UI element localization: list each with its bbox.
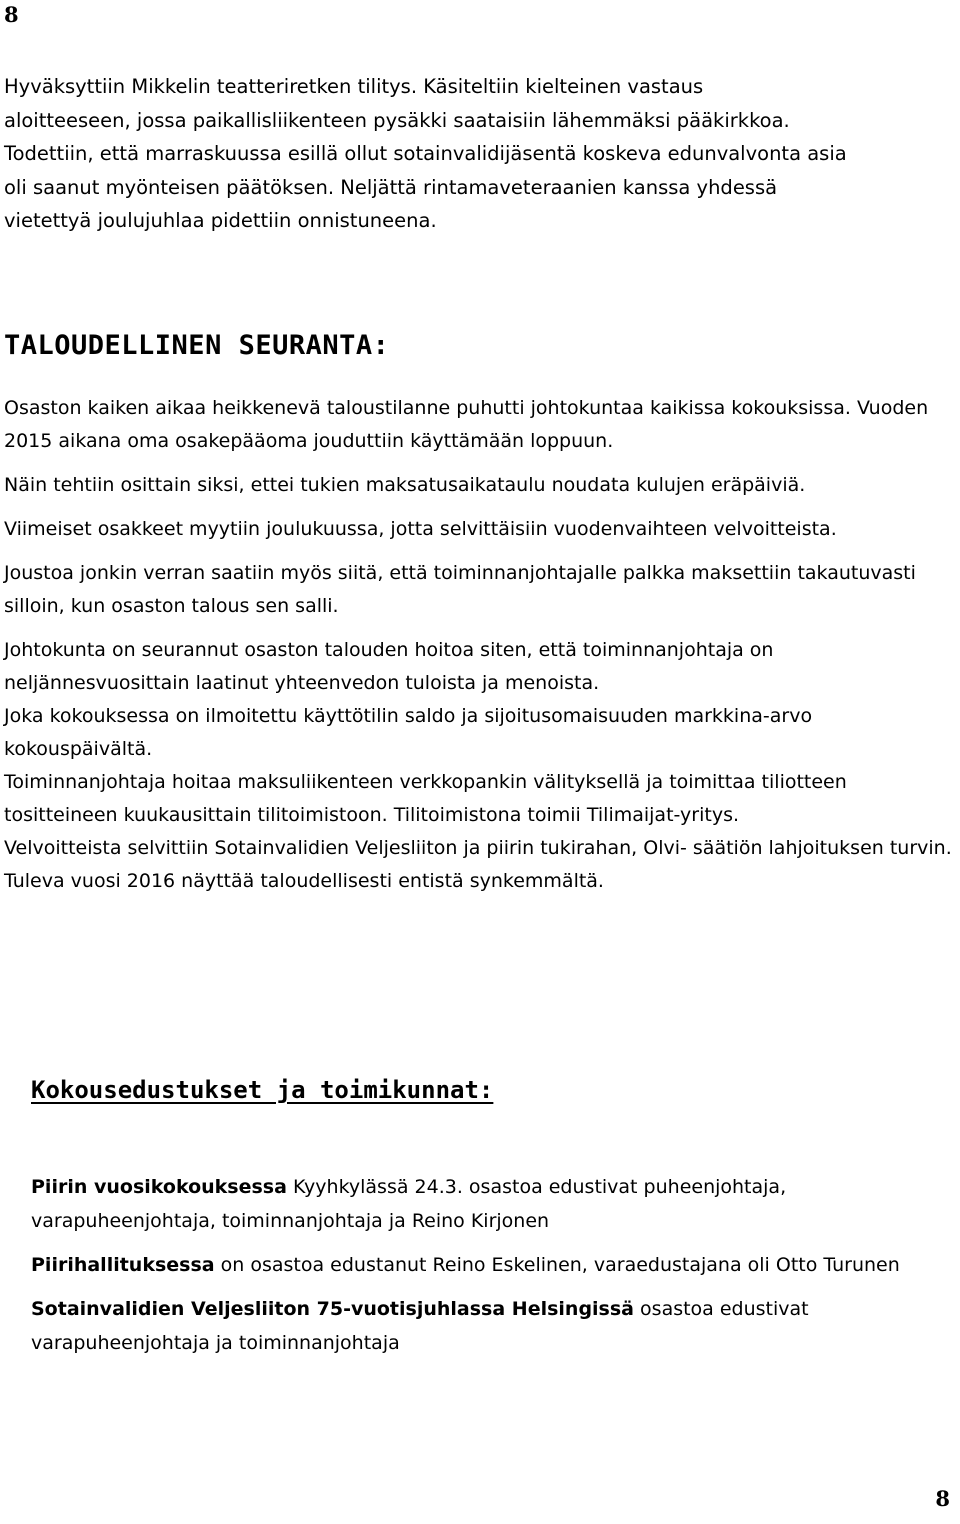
representations-list xyxy=(31,1170,931,1370)
intro-paragraph xyxy=(4,70,954,238)
paragraph: Toiminnanjohtaja hoitaa maksuliikenteen verkkopankin välityksellä ja toimittaa tiliotteen tositteineen kuukausittain tilitoimistoon. Tilitoimistona toimii Tilimaijat-yritys. xyxy=(4,771,847,826)
section-heading-representations: Kokousedustukset ja toimikunnat: xyxy=(31,1076,494,1104)
paragraph: Velvoitteista selvittiin Sotainvalidien Veljesliiton ja piirin tukirahan, Olvi- säätiön lahjoituksen turvin. xyxy=(4,837,952,859)
paragraph: Tuleva vuosi 2016 näyttää taloudellisesti entistä synkemmältä. xyxy=(4,870,604,892)
section-heading-financial: TALOUDELLINEN SEURANTA: xyxy=(4,330,390,361)
item-bold-label: Sotainvalidien Veljesliiton 75-vuotisjuhlassa Helsingissä xyxy=(31,1298,634,1320)
item-bold-label: Piirihallituksessa xyxy=(31,1254,215,1276)
page-number-bottom: 8 xyxy=(935,1486,950,1511)
list-item xyxy=(31,1292,931,1360)
paragraph: Näin tehtiin osittain siksi, ettei tukien maksatusaikataulu noudata kulujen eräpäiviä. xyxy=(4,474,806,496)
list-item xyxy=(31,1170,931,1238)
intro-line: Hyväksyttiin Mikkelin teatteriretken tilitys. Käsiteltiin kielteinen vastaus xyxy=(4,75,704,98)
list-item xyxy=(31,1248,931,1282)
financial-section-body xyxy=(4,392,956,898)
paragraph: Joustoa jonkin verran saatiin myös siitä, että toiminnanjohtajalle palkka maksettiin takautuvasti silloin, kun osaston talous sen salli. xyxy=(4,562,916,617)
page-number-top: 8 xyxy=(4,2,19,27)
paragraph: Osaston kaiken aikaa heikkenevä taloustilanne puhutti johtokuntaa kaikissa kokouksissa. Vuoden 2015 aikana oma osakepääoma jouduttiin käyttämään loppuun. xyxy=(4,397,929,452)
intro-line: Todettiin, että marraskuussa esillä ollut sotainvalidijäsentä koskeva edunvalvonta asia xyxy=(4,142,847,165)
intro-line: oli saanut myönteisen päätöksen. Neljättä rintamaveteraanien kanssa yhdessä xyxy=(4,175,778,199)
item-text: on osastoa edustanut Reino Eskelinen, varaedustajana oli Otto Turunen xyxy=(214,1254,900,1276)
intro-line: vietettyä joulujuhlaa pidettiin onnistuneena. xyxy=(4,209,437,232)
item-bold-label: Piirin vuosikokouksessa xyxy=(31,1176,287,1198)
item-text: Kyyhkylässä 24.3. osastoa edustivat puheenjohtaja, varapuheenjohtaja, toiminnanjohtaja ja Reino Kirjonen xyxy=(31,1176,787,1232)
paragraph: Joka kokouksessa on ilmoitettu käyttötilin saldo ja sijoitusomaisuuden markkina-arvo kokouspäivältä. xyxy=(4,705,813,760)
paragraph: Viimeiset osakkeet myytiin joulukuussa, jotta selvittäisiin vuodenvaihteen velvoitteista. xyxy=(4,518,837,540)
paragraph: Johtokunta on seurannut osaston talouden hoitoa siten, että toiminnanjohtaja on neljännesvuosittain laatinut yhteenvedon tuloista ja menoista. xyxy=(4,639,774,694)
item-text: osastoa edustivat varapuheenjohtaja ja toiminnanjohtaja xyxy=(31,1298,809,1354)
intro-line: aloitteeseen, jossa paikallisliikenteen pysäkki saataisiin lähemmäksi pääkirkkoa. xyxy=(4,108,790,132)
